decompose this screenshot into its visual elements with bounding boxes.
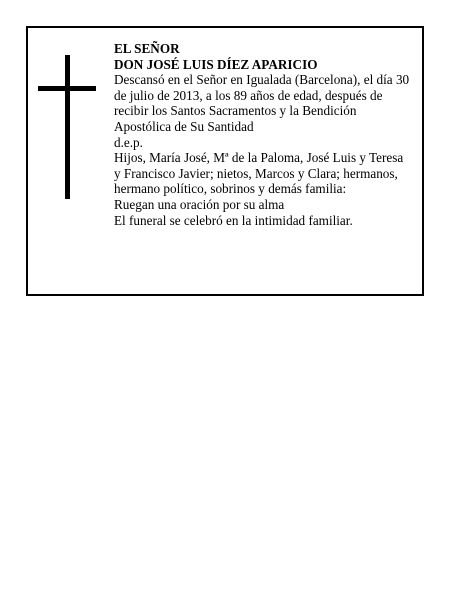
notice-line: recibir los Santos Sacramentos y la Bendición — [114, 103, 357, 119]
notice-line: d.e.p. — [114, 134, 143, 150]
notice-line: Hijos, María José, Mª de la Paloma, José Luis y Teresa — [114, 150, 404, 166]
deceased-name: DON JOSÉ LUIS DÍEZ APARICIO — [114, 56, 318, 72]
notice-line: El funeral se celebró en la intimidad familiar. — [114, 212, 353, 228]
cross-vertical-bar — [65, 55, 70, 199]
notice-line: Descansó en el Señor en Igualada (Barcelona), el día 30 — [114, 72, 410, 88]
notice-line: Apostólica de Su Santidad — [114, 118, 254, 134]
cross-icon — [38, 55, 96, 199]
notice-text — [114, 41, 426, 228]
notice-title: EL SEÑOR — [114, 41, 180, 56]
notice-line: Ruegan una oración por su alma — [114, 196, 285, 212]
cross-horizontal-bar — [38, 86, 96, 91]
notice-line: de julio de 2013, a los 89 años de edad, después de — [114, 87, 383, 103]
notice-line: hermano político, sobrinos y demás familia: — [114, 181, 347, 197]
notice-line: y Francisco Javier; nietos, Marcos y Clara; hermanos, — [114, 165, 398, 181]
obituary-notice — [26, 26, 424, 296]
